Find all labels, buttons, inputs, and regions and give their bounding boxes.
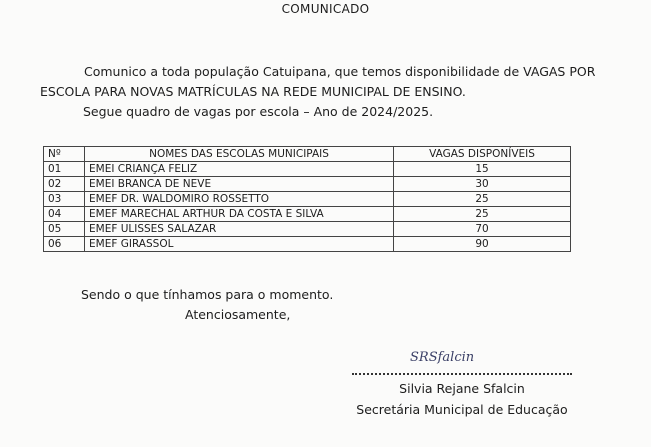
row-num: 04 — [44, 207, 85, 222]
header-num: Nº — [44, 147, 85, 162]
handwritten-signature: SRSfalcin — [410, 350, 475, 365]
row-school-name: EMEF ULISSES SALAZAR — [85, 222, 394, 237]
row-num: 06 — [44, 237, 85, 252]
table-row — [44, 192, 571, 207]
row-vagas: 30 — [394, 177, 571, 192]
closing-line: Sendo o que tínhamos para o momento. — [81, 287, 334, 302]
intro-text — [40, 62, 620, 122]
row-vagas: 25 — [394, 192, 571, 207]
row-num: 01 — [44, 162, 85, 177]
vagas-table — [43, 146, 571, 252]
row-school-name: EMEI BRANCA DE NEVE — [85, 177, 394, 192]
header-vagas: VAGAS DISPONÍVEIS — [394, 147, 571, 162]
document-title: COMUNICADO — [281, 2, 370, 16]
row-num: 02 — [44, 177, 85, 192]
row-vagas: 70 — [394, 222, 571, 237]
row-school-name: EMEF GIRASSOL — [85, 237, 394, 252]
row-school-name: EMEF MARECHAL ARTHUR DA COSTA E SILVA — [85, 207, 394, 222]
table-header-row — [44, 147, 571, 162]
signatory-role: Secretária Municipal de Educação — [356, 402, 568, 417]
row-num: 05 — [44, 222, 85, 237]
signatory-name: Silvia Rejane Sfalcin — [399, 381, 525, 396]
row-num: 03 — [44, 192, 85, 207]
table-row — [44, 222, 571, 237]
row-vagas: 90 — [394, 237, 571, 252]
closing-text — [81, 285, 333, 325]
signature-line — [352, 373, 572, 375]
header-school-name: NOMES DAS ESCOLAS MUNICIPAIS — [85, 147, 394, 162]
closing-salutation: Atenciosamente, — [185, 307, 291, 322]
row-school-name: EMEI CRIANÇA FELIZ — [85, 162, 394, 177]
row-vagas: 25 — [394, 207, 571, 222]
table-row — [44, 177, 571, 192]
row-school-name: EMEF DR. WALDOMIRO ROSSETTO — [85, 192, 394, 207]
row-vagas: 15 — [394, 162, 571, 177]
table-row — [44, 162, 571, 177]
intro-subline: Segue quadro de vagas por escola – Ano de 2024/2025. — [83, 104, 434, 119]
intro-paragraph: Comunico a toda população Catuipana, que temos disponibilidade de VAGAS POR ESCOLA PARA NOVAS MATRÍCULAS NA REDE MUNICIPAL DE ENSINO. — [40, 64, 596, 99]
table-row — [44, 237, 571, 252]
table-row — [44, 207, 571, 222]
